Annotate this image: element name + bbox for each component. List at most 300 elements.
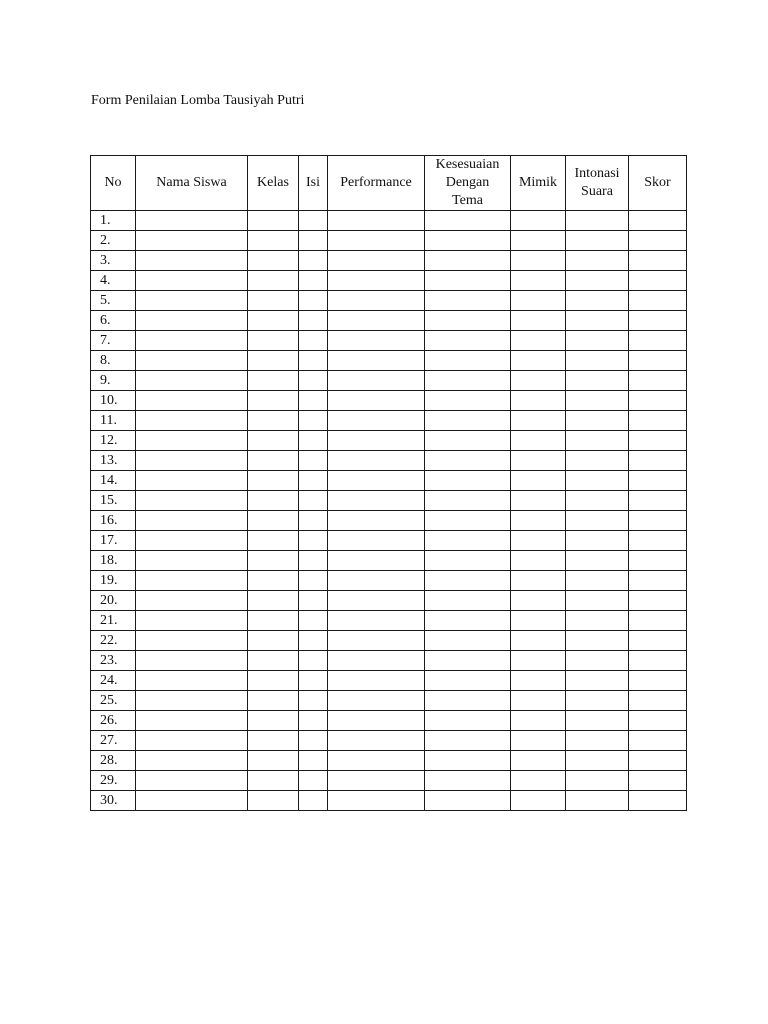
cell-performance [328, 731, 425, 751]
cell-isi [299, 331, 328, 351]
cell-kesesuaian-dengan-tema [425, 431, 511, 451]
cell-intonasi-suara [566, 691, 629, 711]
row-number: 15. [91, 491, 136, 511]
cell-skor [629, 451, 687, 471]
cell-kesesuaian-dengan-tema [425, 671, 511, 691]
cell-mimik [511, 591, 566, 611]
cell-intonasi-suara [566, 791, 629, 811]
cell-isi [299, 391, 328, 411]
cell-intonasi-suara [566, 511, 629, 531]
row-number: 25. [91, 691, 136, 711]
cell-nama-siswa [136, 511, 248, 531]
cell-nama-siswa [136, 291, 248, 311]
row-number: 8. [91, 351, 136, 371]
row-number: 9. [91, 371, 136, 391]
cell-kesesuaian-dengan-tema [425, 391, 511, 411]
cell-performance [328, 651, 425, 671]
cell-kesesuaian-dengan-tema [425, 711, 511, 731]
header-performance: Performance [328, 156, 425, 211]
row-number: 6. [91, 311, 136, 331]
header-no: No [91, 156, 136, 211]
cell-skor [629, 391, 687, 411]
cell-nama-siswa [136, 551, 248, 571]
cell-skor [629, 331, 687, 351]
header-intonasi-suara: Intonasi Suara [566, 156, 629, 211]
cell-isi [299, 251, 328, 271]
cell-isi [299, 731, 328, 751]
cell-nama-siswa [136, 471, 248, 491]
cell-kelas [248, 691, 299, 711]
cell-isi [299, 471, 328, 491]
form-title: Form Penilaian Lomba Tausiyah Putri [91, 93, 305, 108]
cell-kelas [248, 351, 299, 371]
row-number: 11. [91, 411, 136, 431]
header-kesesuaian-dengan-tema: Kesesuaian Dengan Tema [425, 156, 511, 211]
cell-performance [328, 271, 425, 291]
cell-nama-siswa [136, 451, 248, 471]
cell-kesesuaian-dengan-tema [425, 271, 511, 291]
cell-nama-siswa [136, 331, 248, 351]
cell-intonasi-suara [566, 491, 629, 511]
header-row [91, 156, 687, 211]
row-number: 26. [91, 711, 136, 731]
cell-mimik [511, 231, 566, 251]
cell-intonasi-suara [566, 471, 629, 491]
cell-kelas [248, 311, 299, 331]
row-number: 2. [91, 231, 136, 251]
cell-kelas [248, 251, 299, 271]
cell-nama-siswa [136, 251, 248, 271]
cell-mimik [511, 211, 566, 231]
cell-intonasi-suara [566, 251, 629, 271]
cell-nama-siswa [136, 531, 248, 551]
cell-kesesuaian-dengan-tema [425, 471, 511, 491]
cell-performance [328, 691, 425, 711]
cell-isi [299, 411, 328, 431]
cell-kelas [248, 711, 299, 731]
cell-nama-siswa [136, 491, 248, 511]
cell-kesesuaian-dengan-tema [425, 511, 511, 531]
cell-intonasi-suara [566, 671, 629, 691]
cell-nama-siswa [136, 311, 248, 331]
cell-nama-siswa [136, 211, 248, 231]
cell-intonasi-suara [566, 751, 629, 771]
cell-intonasi-suara [566, 291, 629, 311]
table-row [91, 511, 687, 531]
cell-mimik [511, 391, 566, 411]
cell-skor [629, 671, 687, 691]
cell-skor [629, 571, 687, 591]
cell-kelas [248, 511, 299, 531]
cell-kesesuaian-dengan-tema [425, 371, 511, 391]
cell-mimik [511, 651, 566, 671]
row-number: 5. [91, 291, 136, 311]
cell-performance [328, 591, 425, 611]
cell-performance [328, 671, 425, 691]
cell-kelas [248, 331, 299, 351]
cell-nama-siswa [136, 771, 248, 791]
table-row [91, 611, 687, 631]
cell-nama-siswa [136, 751, 248, 771]
row-number: 12. [91, 431, 136, 451]
cell-intonasi-suara [566, 371, 629, 391]
cell-performance [328, 791, 425, 811]
cell-isi [299, 771, 328, 791]
cell-performance [328, 391, 425, 411]
table-row [91, 731, 687, 751]
cell-mimik [511, 271, 566, 291]
cell-skor [629, 371, 687, 391]
table-row [91, 311, 687, 331]
cell-nama-siswa [136, 591, 248, 611]
cell-performance [328, 771, 425, 791]
cell-kesesuaian-dengan-tema [425, 731, 511, 751]
cell-performance [328, 511, 425, 531]
header-isi: Isi [299, 156, 328, 211]
cell-performance [328, 751, 425, 771]
cell-nama-siswa [136, 351, 248, 371]
cell-skor [629, 251, 687, 271]
cell-kesesuaian-dengan-tema [425, 351, 511, 371]
cell-nama-siswa [136, 391, 248, 411]
row-number: 13. [91, 451, 136, 471]
cell-performance [328, 451, 425, 471]
cell-skor [629, 711, 687, 731]
cell-isi [299, 631, 328, 651]
table-row [91, 691, 687, 711]
row-number: 27. [91, 731, 136, 751]
cell-nama-siswa [136, 691, 248, 711]
table-row [91, 451, 687, 471]
table-row [91, 771, 687, 791]
cell-isi [299, 511, 328, 531]
table-row [91, 791, 687, 811]
cell-intonasi-suara [566, 771, 629, 791]
cell-performance [328, 211, 425, 231]
cell-mimik [511, 291, 566, 311]
cell-skor [629, 291, 687, 311]
cell-mimik [511, 751, 566, 771]
cell-skor [629, 511, 687, 531]
table-body [91, 211, 687, 811]
cell-isi [299, 491, 328, 511]
table-row [91, 491, 687, 511]
cell-performance [328, 431, 425, 451]
cell-performance [328, 331, 425, 351]
cell-skor [629, 411, 687, 431]
cell-mimik [511, 471, 566, 491]
cell-kelas [248, 391, 299, 411]
cell-skor [629, 631, 687, 651]
cell-performance [328, 291, 425, 311]
cell-mimik [511, 491, 566, 511]
cell-isi [299, 291, 328, 311]
table-row [91, 591, 687, 611]
cell-performance [328, 231, 425, 251]
row-number: 7. [91, 331, 136, 351]
cell-kesesuaian-dengan-tema [425, 411, 511, 431]
row-number: 1. [91, 211, 136, 231]
cell-kesesuaian-dengan-tema [425, 211, 511, 231]
row-number: 20. [91, 591, 136, 611]
cell-kelas [248, 571, 299, 591]
cell-isi [299, 651, 328, 671]
cell-skor [629, 771, 687, 791]
cell-performance [328, 571, 425, 591]
cell-skor [629, 751, 687, 771]
cell-kelas [248, 531, 299, 551]
cell-skor [629, 691, 687, 711]
cell-mimik [511, 431, 566, 451]
cell-isi [299, 611, 328, 631]
cell-nama-siswa [136, 231, 248, 251]
cell-kelas [248, 671, 299, 691]
cell-kelas [248, 431, 299, 451]
row-number: 30. [91, 791, 136, 811]
row-number: 3. [91, 251, 136, 271]
row-number: 22. [91, 631, 136, 651]
cell-kelas [248, 231, 299, 251]
cell-intonasi-suara [566, 531, 629, 551]
cell-kesesuaian-dengan-tema [425, 791, 511, 811]
cell-kesesuaian-dengan-tema [425, 251, 511, 271]
row-number: 10. [91, 391, 136, 411]
cell-kelas [248, 451, 299, 471]
cell-kelas [248, 491, 299, 511]
cell-mimik [511, 711, 566, 731]
table-row [91, 651, 687, 671]
cell-kesesuaian-dengan-tema [425, 611, 511, 631]
table-row [91, 251, 687, 271]
table-row [91, 231, 687, 251]
cell-isi [299, 351, 328, 371]
cell-kesesuaian-dengan-tema [425, 331, 511, 351]
cell-nama-siswa [136, 411, 248, 431]
cell-kelas [248, 751, 299, 771]
table-row [91, 371, 687, 391]
cell-kesesuaian-dengan-tema [425, 591, 511, 611]
cell-mimik [511, 611, 566, 631]
cell-kesesuaian-dengan-tema [425, 291, 511, 311]
cell-kesesuaian-dengan-tema [425, 751, 511, 771]
cell-skor [629, 551, 687, 571]
cell-isi [299, 211, 328, 231]
cell-performance [328, 351, 425, 371]
cell-skor [629, 731, 687, 751]
row-number: 19. [91, 571, 136, 591]
cell-kelas [248, 271, 299, 291]
cell-skor [629, 311, 687, 331]
cell-intonasi-suara [566, 391, 629, 411]
cell-nama-siswa [136, 791, 248, 811]
cell-isi [299, 711, 328, 731]
cell-mimik [511, 771, 566, 791]
cell-isi [299, 551, 328, 571]
cell-intonasi-suara [566, 571, 629, 591]
cell-intonasi-suara [566, 631, 629, 651]
cell-nama-siswa [136, 611, 248, 631]
cell-performance [328, 411, 425, 431]
header-kelas: Kelas [248, 156, 299, 211]
cell-performance [328, 611, 425, 631]
cell-intonasi-suara [566, 591, 629, 611]
cell-mimik [511, 551, 566, 571]
cell-isi [299, 691, 328, 711]
table-row [91, 411, 687, 431]
row-number: 24. [91, 671, 136, 691]
cell-nama-siswa [136, 571, 248, 591]
cell-nama-siswa [136, 371, 248, 391]
cell-isi [299, 591, 328, 611]
cell-kesesuaian-dengan-tema [425, 531, 511, 551]
cell-isi [299, 311, 328, 331]
cell-nama-siswa [136, 631, 248, 651]
cell-performance [328, 371, 425, 391]
cell-mimik [511, 451, 566, 471]
cell-skor [629, 211, 687, 231]
cell-kesesuaian-dengan-tema [425, 631, 511, 651]
cell-kesesuaian-dengan-tema [425, 451, 511, 471]
cell-skor [629, 611, 687, 631]
cell-intonasi-suara [566, 351, 629, 371]
cell-skor [629, 351, 687, 371]
cell-skor [629, 231, 687, 251]
table-row [91, 571, 687, 591]
cell-isi [299, 431, 328, 451]
row-number: 18. [91, 551, 136, 571]
cell-intonasi-suara [566, 551, 629, 571]
table-row [91, 331, 687, 351]
cell-mimik [511, 631, 566, 651]
row-number: 21. [91, 611, 136, 631]
cell-kesesuaian-dengan-tema [425, 651, 511, 671]
cell-skor [629, 651, 687, 671]
cell-intonasi-suara [566, 731, 629, 751]
cell-skor [629, 491, 687, 511]
cell-mimik [511, 351, 566, 371]
cell-intonasi-suara [566, 331, 629, 351]
table-row [91, 291, 687, 311]
row-number: 4. [91, 271, 136, 291]
cell-performance [328, 251, 425, 271]
table-row [91, 211, 687, 231]
table-row [91, 391, 687, 411]
cell-skor [629, 531, 687, 551]
cell-kesesuaian-dengan-tema [425, 311, 511, 331]
cell-isi [299, 531, 328, 551]
cell-kesesuaian-dengan-tema [425, 691, 511, 711]
cell-performance [328, 531, 425, 551]
cell-performance [328, 471, 425, 491]
cell-kelas [248, 791, 299, 811]
cell-skor [629, 471, 687, 491]
header-mimik: Mimik [511, 156, 566, 211]
cell-kesesuaian-dengan-tema [425, 231, 511, 251]
row-number: 29. [91, 771, 136, 791]
cell-intonasi-suara [566, 651, 629, 671]
cell-intonasi-suara [566, 211, 629, 231]
table-row [91, 631, 687, 651]
cell-mimik [511, 331, 566, 351]
cell-mimik [511, 691, 566, 711]
table-row [91, 531, 687, 551]
header-skor: Skor [629, 156, 687, 211]
cell-kelas [248, 731, 299, 751]
cell-intonasi-suara [566, 411, 629, 431]
cell-performance [328, 311, 425, 331]
cell-isi [299, 451, 328, 471]
cell-mimik [511, 531, 566, 551]
cell-nama-siswa [136, 651, 248, 671]
cell-kesesuaian-dengan-tema [425, 571, 511, 591]
cell-isi [299, 371, 328, 391]
cell-kelas [248, 411, 299, 431]
cell-kelas [248, 591, 299, 611]
cell-mimik [511, 411, 566, 431]
cell-kesesuaian-dengan-tema [425, 551, 511, 571]
assessment-table [90, 155, 687, 811]
table-row [91, 471, 687, 491]
table-row [91, 351, 687, 371]
cell-performance [328, 491, 425, 511]
cell-skor [629, 431, 687, 451]
cell-nama-siswa [136, 671, 248, 691]
row-number: 28. [91, 751, 136, 771]
table-row [91, 671, 687, 691]
cell-nama-siswa [136, 731, 248, 751]
cell-intonasi-suara [566, 271, 629, 291]
cell-kesesuaian-dengan-tema [425, 491, 511, 511]
cell-skor [629, 591, 687, 611]
cell-kelas [248, 651, 299, 671]
cell-mimik [511, 571, 566, 591]
cell-mimik [511, 311, 566, 331]
cell-mimik [511, 671, 566, 691]
cell-intonasi-suara [566, 311, 629, 331]
table-row [91, 551, 687, 571]
table-row [91, 431, 687, 451]
cell-kelas [248, 371, 299, 391]
cell-isi [299, 271, 328, 291]
table-row [91, 711, 687, 731]
cell-performance [328, 551, 425, 571]
cell-nama-siswa [136, 431, 248, 451]
cell-intonasi-suara [566, 711, 629, 731]
cell-isi [299, 751, 328, 771]
cell-intonasi-suara [566, 451, 629, 471]
table-row [91, 271, 687, 291]
cell-mimik [511, 371, 566, 391]
cell-isi [299, 671, 328, 691]
row-number: 16. [91, 511, 136, 531]
cell-nama-siswa [136, 711, 248, 731]
cell-intonasi-suara [566, 231, 629, 251]
table-row [91, 751, 687, 771]
row-number: 14. [91, 471, 136, 491]
cell-intonasi-suara [566, 431, 629, 451]
header-nama-siswa: Nama Siswa [136, 156, 248, 211]
cell-nama-siswa [136, 271, 248, 291]
cell-kesesuaian-dengan-tema [425, 771, 511, 791]
row-number: 17. [91, 531, 136, 551]
cell-mimik [511, 511, 566, 531]
cell-kelas [248, 771, 299, 791]
cell-skor [629, 271, 687, 291]
cell-isi [299, 791, 328, 811]
cell-kelas [248, 211, 299, 231]
cell-kelas [248, 551, 299, 571]
row-number: 23. [91, 651, 136, 671]
